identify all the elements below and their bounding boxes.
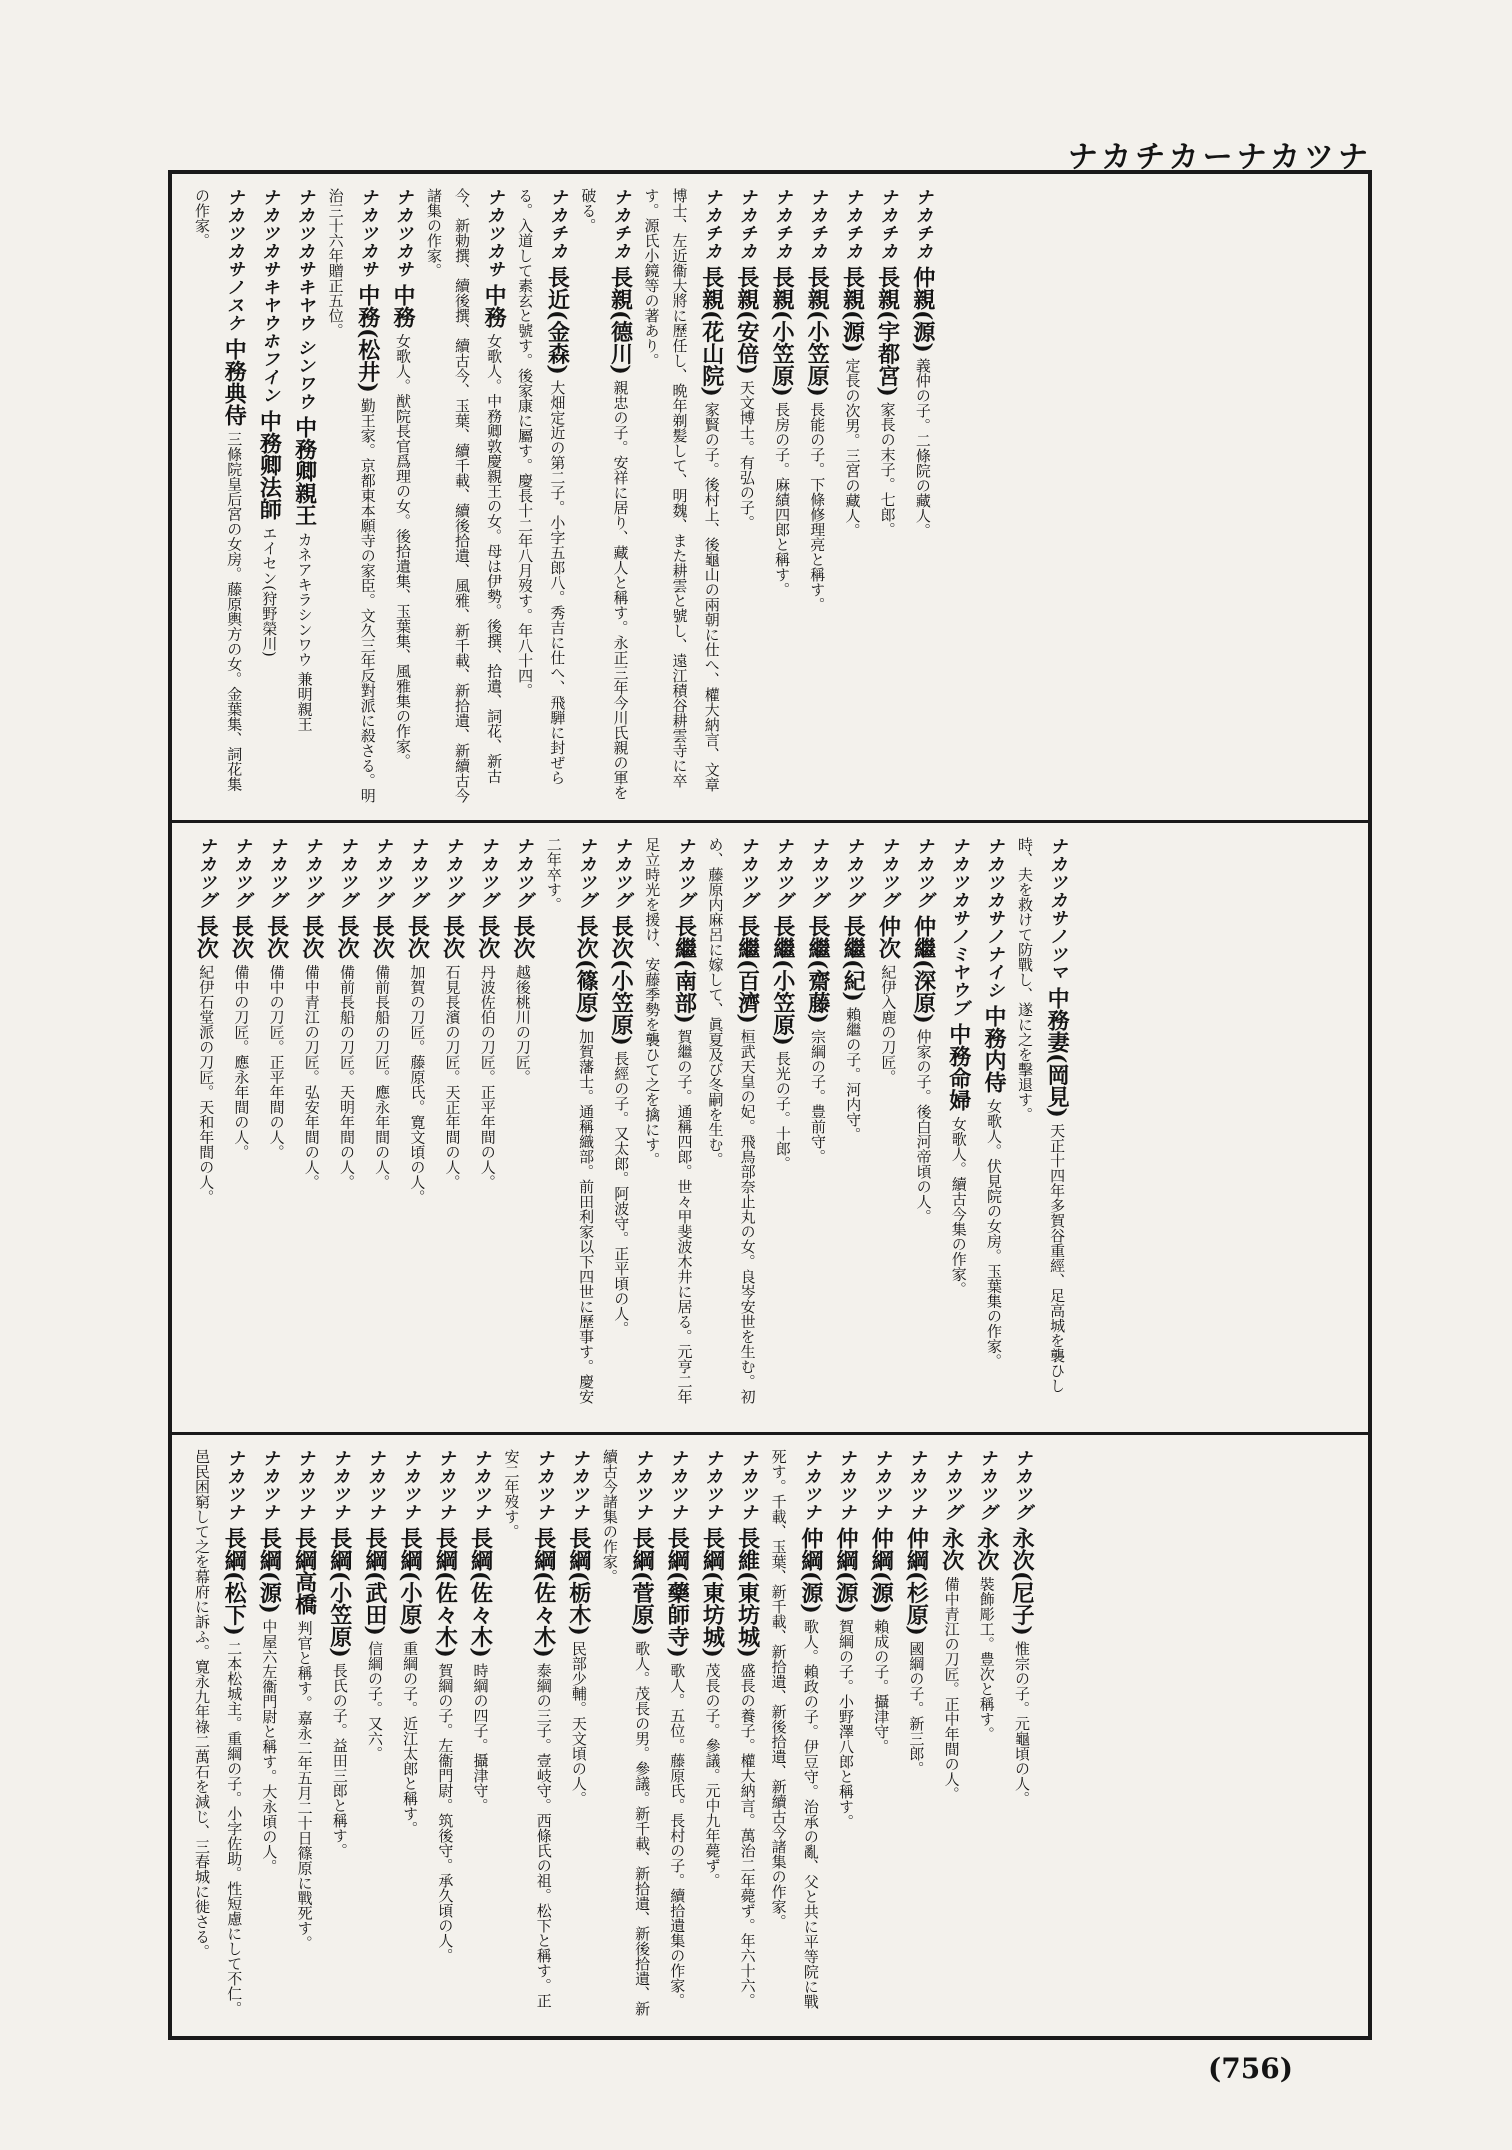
- entry-reading: ナカツナ: [568, 1449, 589, 1521]
- entry-reading: ナカツグ: [913, 837, 934, 909]
- entry-headword: 長綱(東坊城): [699, 1526, 726, 1658]
- entry-description: 親忠の子。安祥に居り、藏人と稱す。永正三年今川氏親の軍を破る。: [579, 188, 630, 800]
- page-number: (756): [1208, 2052, 1293, 2085]
- entry-description: 時綱の四子。攝津守。: [471, 1662, 490, 1813]
- entry-headword: 仲綱(源): [868, 1526, 895, 1614]
- entry-description: 宗綱の子。豊前守。: [809, 1028, 827, 1164]
- entry-headword: 仲繼(深原): [910, 914, 937, 1024]
- entry-description: 國綱の子。新三郎。: [907, 1640, 926, 1776]
- entry-reading: ナカツグ: [976, 1449, 997, 1521]
- dictionary-entry: [434, 837, 469, 1418]
- entry-headword: 仲綱(源): [833, 1526, 859, 1614]
- dictionary-entry: [574, 188, 637, 806]
- entry-headword: 長次: [228, 914, 255, 959]
- dictionary-entry: [294, 837, 329, 1418]
- entry-reading: ナカツグ: [1011, 1449, 1032, 1521]
- entry-reading: ナカツナ: [800, 1449, 821, 1521]
- entry-reading: ナカツグ: [196, 837, 217, 909]
- entry-reading: ナカツカサノスケ: [224, 188, 245, 332]
- dictionary-entry: [933, 1449, 968, 2022]
- entry-reading: ナカツグ: [372, 837, 393, 909]
- entry-description: 定長の次男。三宮の藏人。: [843, 357, 862, 538]
- dictionary-entry: [427, 1449, 462, 2022]
- dictionary-entry: [322, 188, 385, 806]
- entry-headword: 長綱(源): [256, 1526, 283, 1614]
- dictionary-entry: [764, 188, 799, 806]
- dictionary-entry: [385, 188, 420, 806]
- entry-headword: 長繼(百濟): [734, 914, 761, 1024]
- dictionary-entry: [258, 837, 293, 1418]
- entry-reading: ナカツグ: [231, 837, 252, 909]
- dictionary-entry: [828, 1449, 863, 2022]
- dictionary-entry: [1004, 1449, 1039, 2022]
- entry-headword: 長次: [369, 914, 396, 959]
- entry-headword: 長綱高橋: [291, 1526, 318, 1615]
- dictionary-entry: [905, 837, 940, 1418]
- entry-headword: 永次: [938, 1526, 965, 1571]
- dictionary-entry: [659, 1449, 694, 2022]
- entry-headword: 長次: [439, 914, 466, 959]
- dictionary-entry: [392, 1449, 427, 2022]
- band-middle: [172, 820, 1368, 1432]
- entry-description: 紀伊石堂派の刀匠。天和年間の人。: [197, 964, 216, 1205]
- entry-headword: 長親(源): [839, 265, 866, 353]
- entry-headword: 長綱(松下): [221, 1526, 248, 1636]
- entry-headword: 長維(東坊城): [734, 1526, 761, 1658]
- entry-description: 賀綱の子。小野澤八郎と稱す。: [837, 1618, 855, 1829]
- entry-description: 賀繼の子。通稱四郎。世々甲斐波木井に居る。元亨二年足立時光を援け、安藤季勢を襲ひて之を擒にす。: [643, 837, 694, 1404]
- entry-reading: ナカチカ: [912, 188, 933, 260]
- entry-headword: 長親(德川): [607, 265, 634, 375]
- entry-description: 歌人。五位。藤原氏。長村の子。續拾遺集の作家。: [668, 1662, 687, 2008]
- entry-description: 女歌人。伏見院の女房。玉葉集の作家。: [984, 1098, 1003, 1369]
- entry-headword: 中務内侍: [980, 1004, 1007, 1093]
- dictionary-entry: [364, 837, 399, 1418]
- dictionary-entry: [976, 837, 1011, 1418]
- entry-reading: ナカツナ: [400, 1449, 421, 1521]
- dictionary-entry: [638, 188, 729, 806]
- dictionary-entry: [188, 1449, 251, 2022]
- entry-headword: 長綱(栃木): [565, 1526, 592, 1636]
- entry-reading: ナカツカサキヤウホフイン: [259, 188, 280, 404]
- entry-description: 加賀藩士。通稱織部。前田利家以下四世に歷事す。慶安二年卒す。: [544, 837, 596, 1404]
- entry-reading: ナカチカ: [772, 188, 793, 260]
- entry-reading: ナカツグ: [301, 837, 322, 909]
- entry-description: 長氏の子。益田三郎と稱す。: [330, 1662, 349, 1858]
- entry-reading: ナカツナ: [533, 1449, 554, 1521]
- entry-description: 信綱の子。又六。: [365, 1640, 384, 1761]
- dictionary-entry: [603, 837, 638, 1418]
- entry-description: 歌人。賴政の子。伊豆守。治承の亂、父と共に平等院に戰死す。千載、玉葉、新千載、新拾遺、新後拾遺、新續古今諸集の作家。: [769, 1449, 820, 2009]
- dictionary-entry: [462, 1449, 497, 2022]
- dictionary-entry: [835, 837, 870, 1418]
- dictionary-entry: [511, 188, 574, 806]
- entry-reading: ナカツグ: [512, 837, 533, 909]
- entry-headword: 長親(安倍): [733, 265, 760, 375]
- dictionary-entry: [505, 837, 540, 1418]
- entry-reading: ナカツナ: [364, 1449, 385, 1521]
- entry-description: 備中青江の刀匠。弘安年間の人。: [302, 964, 321, 1190]
- entry-description: 備中青江の刀匠。正中年間の人。: [942, 1576, 961, 1802]
- entry-description: 天文博士。有弘の子。: [737, 379, 756, 530]
- entry-headword: 中務(松井): [354, 283, 381, 393]
- dictionary-entry: [638, 837, 701, 1418]
- entry-reading: ナカツグ: [611, 837, 632, 909]
- entry-headword: 長繼(齋藤): [805, 914, 831, 1024]
- entry-description: 家長の末子。七郎。: [878, 401, 897, 537]
- entry-reading: ナカチカ: [701, 188, 722, 260]
- entry-headword: 中務妻(岡見): [1044, 986, 1071, 1118]
- entry-headword: 長次: [298, 914, 325, 959]
- entry-description: 石見長濱の刀匠。天正年間の人。: [443, 964, 462, 1190]
- entry-headword: 長次: [509, 914, 536, 959]
- entry-headword: 長綱(佐々木): [467, 1526, 494, 1658]
- dictionary-entry: [694, 1449, 729, 2022]
- entry-headword: 長次(篠原): [573, 914, 600, 1024]
- dictionary-entry: [399, 837, 434, 1418]
- entry-description: エイセン(狩野榮川): [260, 525, 279, 657]
- entry-description: 女歌人。猷院長官爲理の女。後拾遺集、玉葉集、風雅集の作家。: [393, 333, 412, 769]
- entry-list: [188, 837, 1074, 1418]
- entry-description: 惟宗の子。元龜頃の人。: [1012, 1640, 1031, 1806]
- entry-description: 備中の刀匠。應永年間の人。: [232, 964, 251, 1160]
- dictionary-entry: [251, 188, 286, 806]
- entry-reading: ナカツナ: [435, 1449, 456, 1521]
- dictionary-entry: [869, 188, 904, 806]
- entry-description: 長房の子。麻績四郎と稱す。: [773, 401, 792, 597]
- entry-reading: ナカツナ: [259, 1449, 280, 1521]
- entry-list: [188, 188, 940, 806]
- entry-description: 備前長船の刀匠。天明年間の人。: [337, 964, 356, 1190]
- entry-headword: 長綱(武田): [361, 1526, 388, 1636]
- entry-description: 女歌人。中務卿敦慶親王の女。母は伊勢。後撰、拾遺、詞花、新古今、新勅撰、續後撰、續古今、玉葉、續千載、續後拾遺、風雅、新千載、新拾遺、新續古今諸集の作家。: [424, 188, 504, 803]
- entry-description: 泰綱の三子。壹岐守。西條氏の祖。松下と稱す。正安二年歿す。: [502, 1449, 553, 2008]
- entry-reading: ナカチカ: [877, 188, 898, 260]
- entry-reading: ナカツナ: [329, 1449, 350, 1521]
- dictionary-entry: [800, 837, 835, 1418]
- entry-description: 判官と稱す。嘉永二年五月二十日篠原に戰死す。: [295, 1620, 314, 1951]
- entry-headword: 長親(花山院): [698, 265, 725, 397]
- entry-headword: 長繼(南部): [671, 914, 698, 1024]
- entry-reading: ナカツグ: [266, 837, 287, 909]
- entry-description: 賴繼の子。河内守。: [844, 1006, 863, 1142]
- dictionary-frame: [168, 170, 1372, 2040]
- entry-description: カネアキラシンワウ 兼明親王: [295, 531, 314, 732]
- entry-headword: 仲次: [875, 914, 902, 959]
- entry-reading: ナカツナ: [294, 1449, 315, 1521]
- dictionary-entry: [286, 188, 321, 806]
- entry-headword: 長親(宇都宮): [874, 265, 901, 397]
- band-bottom: [172, 1432, 1368, 2036]
- entry-reading: ナカツナ: [470, 1449, 491, 1521]
- entry-reading: ナカチカ: [610, 188, 631, 260]
- entry-description: 歌人。茂長の男。參議。新千載、新拾遺、新後拾遺、新續古今諸集の作家。: [600, 1449, 652, 2016]
- entry-reading: ナカチカ: [736, 188, 757, 260]
- entry-description: 裝飾彫工。豊次と稱す。: [977, 1576, 996, 1742]
- dictionary-entry: [765, 837, 800, 1418]
- entry-headword: 長繼(小笠原): [769, 914, 796, 1046]
- entry-headword: 中務卿親王: [291, 416, 318, 527]
- entry-reading: ナカツナ: [737, 1449, 758, 1521]
- dictionary-entry: [905, 188, 940, 806]
- entry-reading: ナカツカサノナイシ: [983, 837, 1004, 999]
- entry-reading: ナカツグ: [737, 837, 758, 909]
- entry-headword: 長綱(藥師寺): [664, 1526, 691, 1658]
- entry-headword: 長親(小笠原): [769, 265, 796, 397]
- dictionary-entry: [322, 1449, 357, 2022]
- entry-reading: ナカツナ: [906, 1449, 927, 1521]
- entry-description: 茂長の子。參議。元中九年薨ず。: [703, 1662, 722, 1888]
- band-top: [172, 174, 1368, 820]
- entry-description: 大畑定近の第二子。小字五郎八。秀吉に仕へ、飛騨に封ぜらる。入道して素玄と號す。後家康に屬す。慶長十二年八月歿す。年八十四。: [516, 188, 567, 785]
- entry-headword: 長綱(佐々木): [530, 1526, 557, 1658]
- entry-description: 加賀の刀匠。藤原氏。寛文頃の人。: [408, 964, 427, 1205]
- dictionary-entry: [729, 1449, 764, 2022]
- running-head: ナカチカーナカツナ: [1067, 140, 1372, 175]
- entry-headword: 長綱(小原): [397, 1526, 424, 1636]
- entry-reading: ナカチカ: [842, 188, 863, 260]
- entry-headword: 長綱(佐々木): [432, 1526, 459, 1658]
- entry-headword: 中務卿法師: [256, 409, 283, 520]
- dictionary-entry: [188, 188, 251, 806]
- dictionary-entry: [941, 837, 976, 1418]
- entry-description: 備前長船の刀匠。應永年間の人。: [373, 964, 392, 1190]
- entry-description: 備中の刀匠。正平年間の人。: [267, 964, 286, 1160]
- entry-description: 長經の子。又太郎。阿波守。正平頃の人。: [612, 1050, 631, 1336]
- dictionary-entry: [799, 188, 834, 806]
- entry-reading: ナカツグ: [442, 837, 463, 909]
- entry-description: 盛長の養子。權大納言。萬治二年薨ず。年六十六。: [738, 1662, 757, 2008]
- dictionary-entry: [765, 1449, 828, 2022]
- entry-reading: ナカツグ: [808, 837, 828, 909]
- entry-description: 仲家の子。後白河帝頃の人。: [914, 1028, 933, 1224]
- entry-headword: 長次: [333, 914, 360, 959]
- entry-headword: 中務: [389, 283, 416, 328]
- entry-headword: 仲綱(源): [797, 1526, 824, 1614]
- dictionary-entry: [540, 837, 603, 1418]
- entry-headword: 長繼(紀): [840, 914, 867, 1002]
- dictionary-entry: [420, 188, 511, 806]
- dictionary-entry: [286, 1449, 321, 2022]
- entry-headword: 長次(小笠原): [608, 914, 635, 1046]
- entry-headword: 長近(金森): [544, 265, 571, 375]
- entry-headword: 中務典侍: [221, 337, 248, 426]
- entry-headword: 長綱(菅原): [629, 1526, 656, 1636]
- dictionary-entry: [470, 837, 505, 1418]
- entry-reading: ナカツナ: [836, 1449, 856, 1521]
- entry-description: 民部少輔。天文頃の人。: [569, 1640, 588, 1806]
- entry-reading: ナカツカサキヤウ シンワウ: [294, 188, 315, 411]
- entry-headword: 中務: [481, 283, 508, 328]
- dictionary-entry: [898, 1449, 933, 2022]
- entry-description: 勤王家。京都東本願寺の家臣。文久三年反對派に殺さる。明治三十六年贈正五位。: [326, 188, 377, 803]
- entry-reading: ナカチカ: [547, 188, 568, 260]
- entry-reading: ナカツグ: [336, 837, 357, 909]
- dictionary-entry: [223, 837, 258, 1418]
- entry-reading: ナカツグ: [772, 837, 793, 909]
- dictionary-entry: [596, 1449, 659, 2022]
- entry-reading: ナカツカサ: [357, 188, 378, 278]
- dictionary-entry: [357, 1449, 392, 2022]
- dictionary-entry: [498, 1449, 561, 2022]
- entry-headword: 仲親(源): [909, 265, 936, 353]
- entry-reading: ナカツグ: [407, 837, 428, 909]
- entry-description: 重綱の子。近江太郎と稱す。: [401, 1640, 420, 1836]
- entry-headword: 永次(尼子): [1008, 1526, 1035, 1636]
- entry-headword: 長次: [193, 914, 220, 959]
- entry-description: 紀伊入鹿の刀匠。: [879, 964, 898, 1085]
- entry-reading: ナカツナ: [224, 1449, 245, 1521]
- entry-reading: ナカツグ: [878, 837, 899, 909]
- entry-description: 長能の子。下條修理亮と稱す。: [808, 401, 827, 612]
- entry-description: 二本松城主。重綱の子。小字佐助。性短慮にして不仁。邑民困窮して之を幕府に訴ふ。寛永九年祿二萬石を減じ、三春城に徙さる。: [193, 1449, 244, 2016]
- entry-description: 長光の子。十郎。: [773, 1050, 792, 1171]
- entry-description: 越後桃川の刀匠。: [513, 964, 532, 1085]
- dictionary-entry: [969, 1449, 1004, 2022]
- entry-reading: ナカツグ: [674, 837, 695, 909]
- entry-reading: ナカツナ: [871, 1449, 892, 1521]
- entry-reading: ナカツナ: [632, 1449, 653, 1521]
- entry-description: 家賢の子。後村上、後龜山の兩朝に仕へ、權大納言、文章博士、左近衞大將に歷任し、晩年剃髪して、明魏、また耕雲と號し、遠江積谷耕雲寺に卒す。源氏小鏡等の著あり。: [642, 188, 721, 792]
- entry-headword: 長次: [263, 914, 290, 959]
- dictionary-entry: [251, 1449, 286, 2022]
- entry-headword: 長次: [474, 914, 501, 959]
- entry-description: 中屋六左衞門尉と稱す。大永頃の人。: [260, 1618, 279, 1874]
- entry-reading: ナカツグ: [576, 837, 597, 909]
- entry-reading: ナカツカサ: [392, 188, 413, 278]
- entry-reading: ナカツナ: [702, 1449, 723, 1521]
- dictionary-entry: [1011, 837, 1074, 1418]
- entry-description: 天正十四年多賀谷重經、足高城を襲ひし時、夫を救けて防戰し、遂に之を擊退す。: [1015, 837, 1067, 1393]
- entry-reading: ナカツグ: [477, 837, 498, 909]
- entry-list: [188, 1449, 1039, 2022]
- entry-description: 丹波佐伯の刀匠。正平年間の人。: [478, 964, 497, 1190]
- entry-reading: ナカチカ: [807, 188, 828, 260]
- dictionary-entry: [188, 837, 223, 1418]
- entry-description: 義仲の子。二條院の藏人。: [913, 357, 932, 538]
- entry-headword: 長綱(小笠原): [326, 1526, 353, 1658]
- dictionary-entry: [834, 188, 869, 806]
- entry-reading: ナカツカサノツマ: [1047, 837, 1068, 981]
- entry-headword: 仲綱(杉原): [903, 1526, 930, 1636]
- entry-reading: ナカツナ: [667, 1449, 688, 1521]
- dictionary-entry: [863, 1449, 898, 2022]
- entry-description: 賀綱の子。左衞門尉。筑後守。承久頃の人。: [436, 1662, 455, 1963]
- entry-headword: 長次: [404, 914, 431, 959]
- entry-description: 女歌人。續古今集の作家。: [949, 1116, 968, 1297]
- entry-description: 三條院皇后宮の女房。藤原輿方の女。金葉集、詞花集の作家。: [193, 188, 244, 792]
- dictionary-entry: [561, 1449, 596, 2022]
- entry-description: 賴成の子。攝津守。: [872, 1618, 891, 1754]
- entry-reading: ナカツグ: [843, 837, 864, 909]
- dictionary-entry: [329, 837, 364, 1418]
- dictionary-entry: [729, 188, 764, 806]
- entry-reading: ナカツカサノミヤウブ: [948, 837, 969, 1017]
- entry-description: 桓武天皇の妃。飛鳥部奈止丸の女。良岑安世を生む。初め、藤原内麻呂に嫁して、眞夏及び冬嗣を生む。: [706, 837, 757, 1404]
- entry-reading: ナカツグ: [941, 1449, 962, 1521]
- entry-headword: 永次: [973, 1526, 1000, 1571]
- entry-reading: ナカツカサ: [484, 188, 505, 278]
- entry-headword: 中務命婦: [945, 1022, 972, 1111]
- dictionary-entry: [701, 837, 764, 1418]
- dictionary-entry: [870, 837, 905, 1418]
- entry-headword: 長親(小笠原): [804, 265, 831, 397]
